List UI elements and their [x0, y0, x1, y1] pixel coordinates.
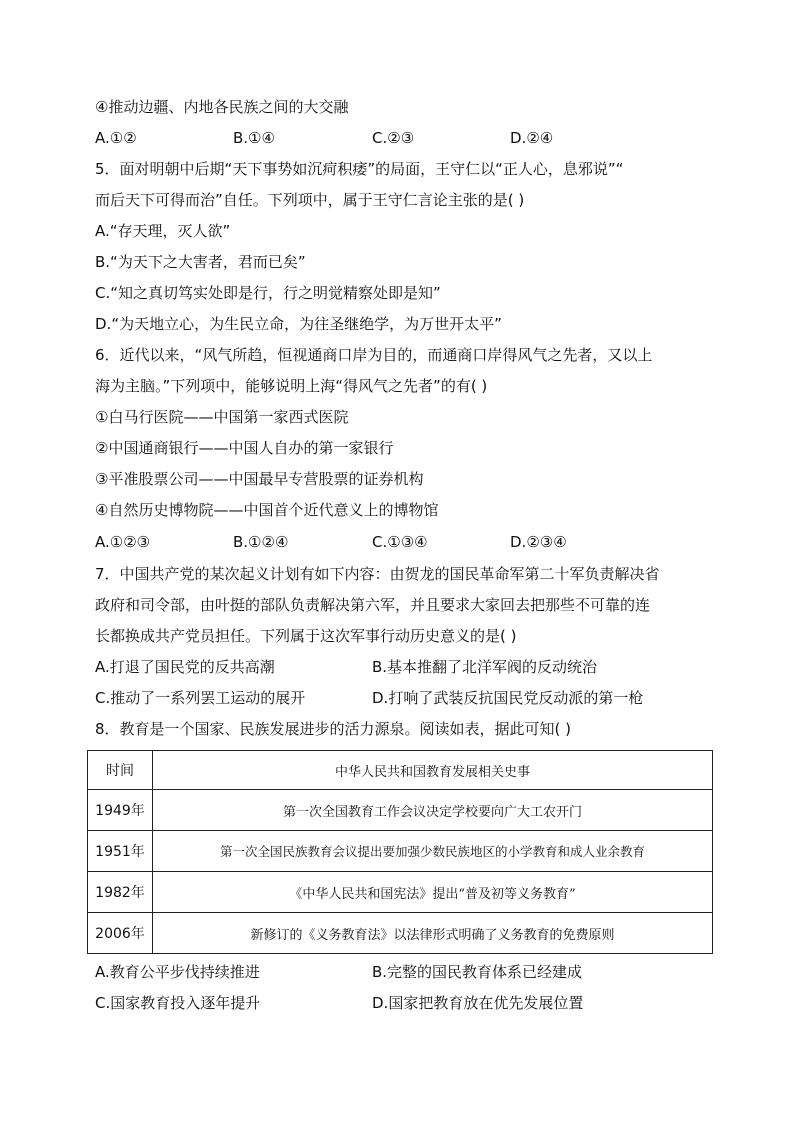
q6-item-2: ②中国通商银行——中国人自办的第一家银行: [95, 439, 394, 457]
table-cell-event: 新修订的《义务教育法》以法律形式明确了义务教育的免费原则: [153, 913, 713, 954]
q6-item-1: ①白马行医院——中国第一家西式医院: [95, 408, 349, 426]
q7-option-a: A.打退了国民党的反共高潮: [95, 658, 275, 676]
q7-stem-line-1: 7．中国共产党的某次起义计划有如下内容：由贺龙的国民革命军第二十军负责解决省: [95, 565, 660, 583]
q4-option-d: D.②④: [510, 129, 554, 147]
q5-stem-line-1: 5．面对明朝中后期“天下事势如沉疴积痿”的局面，王守仁以“正人心，息邪说”“: [95, 160, 624, 178]
q7-stem-line-3: 长都换成共产党员担任。下列属于这次军事行动历史意义的是( ): [95, 627, 517, 645]
table-cell-year: 1951年: [88, 831, 153, 872]
q4-option-c: C.②③: [372, 129, 415, 147]
q6-item-3: ③平准股票公司——中国最早专营股票的证券机构: [95, 470, 424, 488]
q5-stem-line-2: 而后天下可得而治”自任。下列项中，属于王守仁言论主张的是( ): [95, 191, 525, 209]
q5-option-c: C.“知之真切笃实处即是行，行之明觉精察处即是知”: [95, 284, 441, 302]
q6-item-4: ④自然历史博物院——中国首个近代意义上的博物馆: [95, 501, 439, 519]
q6-option-b: B.①②④: [233, 533, 289, 551]
table-header-row: [88, 751, 713, 790]
q6-option-c: C.①③④: [372, 533, 428, 551]
q8-option-c: C.国家教育投入逐年提升: [95, 994, 261, 1012]
q6-stem-line-2: 海为主脑。”下列项中，能够说明上海“得风气之先者”的有( ): [95, 377, 488, 395]
table-cell-year: 1982年: [88, 872, 153, 913]
table-header-time: 时间: [88, 751, 153, 790]
table-row: [88, 872, 713, 913]
table-cell-year: 1949年: [88, 790, 153, 831]
table-row: [88, 831, 713, 872]
q8-option-b: B.完整的国民教育体系已经建成: [372, 963, 583, 981]
q4-item-4: ④推动边疆、内地各民族之间的大交融: [95, 98, 349, 116]
q8-stem: 8．教育是一个国家、民族发展进步的活力源泉。阅读如表，据此可知( ): [95, 720, 572, 738]
table-cell-event: 《中华人民共和国宪法》提出“普及初等义务教育”: [153, 872, 713, 913]
q5-option-a: A.“存天理，灭人欲”: [95, 222, 231, 240]
q6-option-a: A.①②③: [95, 533, 151, 551]
table-cell-event: 第一次全国教育工作会议决定学校要向广大工农开门: [153, 790, 713, 831]
q5-option-b: B.“为天下之大害者，君而已矣”: [95, 253, 306, 271]
table-header-events: 中华人民共和国教育发展相关史事: [153, 751, 713, 790]
table-cell-year: 2006年: [88, 913, 153, 954]
q5-option-d: D.“为天地立心，为生民立命，为往圣继绝学，为万世开太平”: [95, 315, 502, 333]
q8-option-d: D.国家把教育放在优先发展位置: [372, 994, 584, 1012]
q7-option-c: C.推动了一系列罢工运动的展开: [95, 689, 306, 707]
q6-stem-line-1: 6．近代以来，“风气所趋，恒视通商口岸为目的，而通商口岸得风气之先者，又以上: [95, 346, 653, 364]
table-row: [88, 790, 713, 831]
q7-option-b: B.基本推翻了北洋军阀的反动统治: [372, 658, 598, 676]
q4-option-a: A.①②: [95, 129, 137, 147]
q8-option-a: A.教育公平步伐持续推进: [95, 963, 260, 981]
q7-stem-line-2: 政府和司令部，由叶挺的部队负责解决第六军，并且要求大家回去把那些不可靠的连: [95, 596, 651, 614]
education-history-table: [87, 750, 713, 954]
q6-option-d: D.②③④: [510, 533, 567, 551]
q4-option-b: B.①④: [233, 129, 275, 147]
table-cell-event: 第一次全国民族教育会议提出要加强少数民族地区的小学教育和成人业余教育: [153, 831, 713, 872]
q7-option-d: D.打响了武装反抗国民党反动派的第一枪: [372, 689, 644, 707]
table-row: [88, 913, 713, 954]
